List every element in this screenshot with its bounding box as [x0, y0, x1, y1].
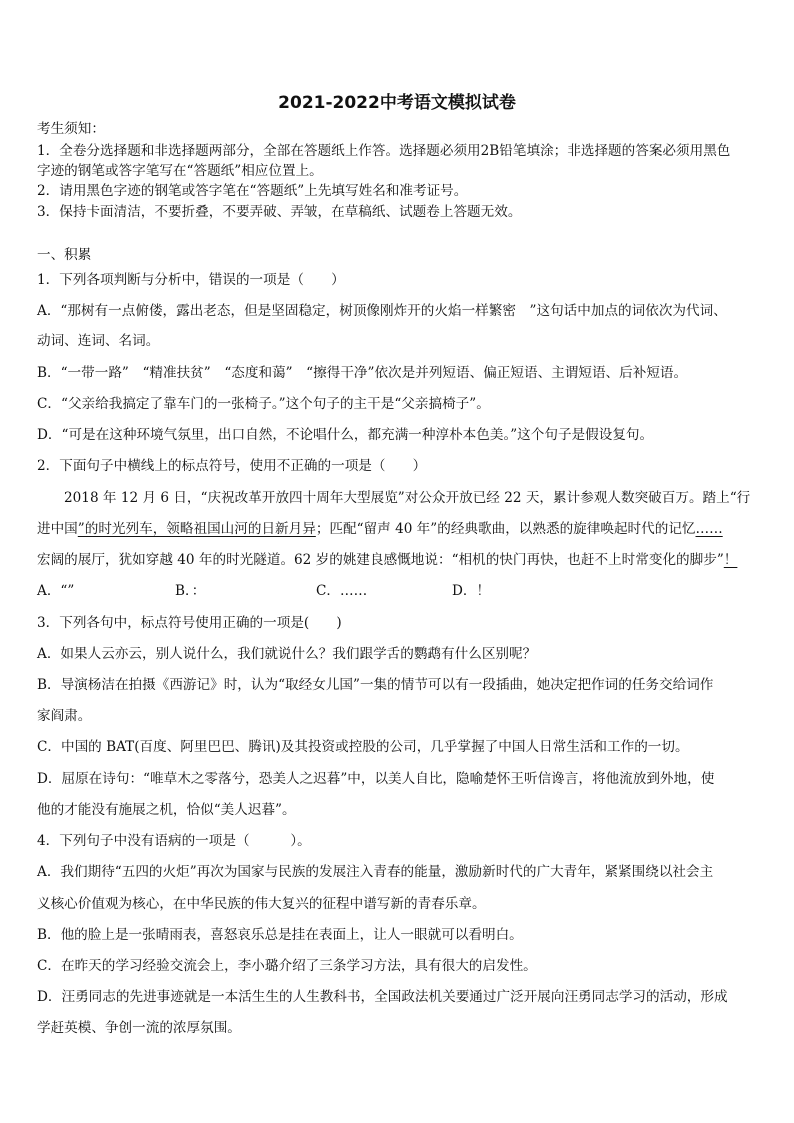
underlined-mark: ”的时光列车，领略祖国山河的日新月异 [77, 521, 316, 537]
question-4-option-b: B．他的脸上是一张晴雨表，喜怒哀乐总是挂在表面上，让人一眼就可以看明白。 [37, 927, 523, 943]
passage-text: ； [315, 521, 330, 537]
question-2-passage: 2018 年 12 月 6 日，“庆祝改革开放四十周年大型展览”对公众开放已经 22 天，累计参观人数突破百万。踏上“行 [64, 490, 751, 506]
notice-item: 2．请用黑色字迹的钢笔或答字笔在“答题纸”上先填写姓名和准考证号。 [37, 183, 468, 199]
question-4-option-c: C．在昨天的学习经验交流会上，李小璐介绍了三条学习方法，具有很大的启发性。 [37, 958, 537, 974]
question-3-option-b-cont: 家阎肃。 [37, 708, 92, 724]
question-1-option-c: C．“父亲给我搞定了靠车门的一张椅子。”这个句子的主干是“父亲搞椅子”。 [37, 396, 490, 412]
section-heading: 一、积累 [37, 247, 92, 263]
question-2-stem: 2．下面句子中横线上的标点符号，使用不正确的一项是（ ） [37, 458, 427, 474]
question-4-option-a-cont: 义核心价值观为核心，在中华民族的伟大复兴的征程中谱写新的青春乐章。 [37, 896, 486, 912]
page-title: 2021-2022中考语文模拟试卷 [278, 93, 516, 113]
option-b: B．： [175, 583, 206, 599]
question-4-option-d-cont: 学赶英模、争创一流的浓厚氛围。 [37, 1020, 241, 1036]
question-1-stem: 1．下列各项判断与分析中，错误的一项是（ ） [37, 272, 345, 288]
question-1-option-a: A．“那树有一点俯偻，露出老态，但是坚固稳定，树顶像刚炸开的火焰一样繁密 ”这句话中加点的词依次为代词、 [37, 303, 727, 319]
question-2-passage-line [37, 549, 757, 571]
passage-text: 匹配“留声 40 年”的经典歌曲，以熟悉的旋律唤起时代的记忆 [329, 521, 696, 537]
question-1-option-d: D．“可是在这种环境气氛里，出口自然，不论唱什么，都充满一种淳朴本色美。”这个句子是假设复句。 [37, 427, 654, 443]
question-3-stem: 3．下列各句中，标点符号使用正确的一项是( ) [37, 615, 342, 631]
option-c: C．…… [316, 583, 368, 599]
underlined-mark: …… [695, 521, 723, 537]
question-4-option-d: D．汪勇同志的先进事迹就是一本活生生的人生教科书，全国政法机关要通过广泛开展向汪勇同志学习的活动，形成 [37, 989, 728, 1005]
notice-item: 1．全卷分选择题和非选择题两部分，全部在答题纸上作答。选择题必须用2B铅笔填涂；非选择题的答案必须用黑色 [37, 143, 731, 159]
question-1-option-a-cont: 动词、连词、名词。 [37, 333, 160, 349]
notice-item: 3．保持卡面清洁，不要折叠，不要弄破、弄皱，在草稿纸、试题卷上答题无效。 [37, 204, 522, 220]
question-2-passage-line [37, 518, 757, 540]
option-d: D．！ [452, 583, 491, 599]
passage-text: 进中国 [37, 521, 78, 537]
question-3-option-d-cont: 他的才能没有施展之机，恰似“美人迟暮”。 [37, 802, 296, 818]
option-a: A．“” [37, 583, 75, 599]
question-1-option-b: B．“一带一路” “精准扶贫” “态度和蔼” “擦得干净”依次是并列短语、偏正短语、主谓短语、后补短语。 [37, 365, 688, 381]
question-3-option-d: D．屈原在诗句：“唯草木之零落兮，恐美人之迟暮”中，以美人自比，隐喻楚怀王听信谗言，将他流放到外地，使 [37, 771, 715, 787]
question-3-option-c: C．中国的 BAT(百度、阿里巴巴、腾讯)及其投资或控股的公司，几乎掌握了中国人日常生活和工作的一切。 [37, 739, 689, 755]
notice-heading: 考生须知： [37, 121, 105, 137]
question-4-stem: 4．下列句子中没有语病的一项是（ ）。 [37, 833, 311, 849]
question-3-option-b: B．导演杨洁在拍摄《西游记》时，认为“取经女儿国”一集的情节可以有一段插曲，她决定把作词的任务交给词作 [37, 677, 714, 693]
underlined-mark: ！ [723, 552, 738, 568]
question-3-option-a: A．如果人云亦云，别人说什么，我们就说什么？我们跟学舌的鹦鹉有什么区别呢？ [37, 646, 537, 662]
passage-text: 宏阔的展厅，犹如穿越 40 年的时光隧道。62 岁的姚建良感慨地说：“相机的快门再快，也赶不上时常变化的脚步” [37, 552, 724, 568]
notice-item: 字迹的钢笔或答字笔写在“答题纸”相应位置上。 [37, 163, 323, 179]
question-4-option-a: A．我们期待“五四的火炬”再次为国家与民族的发展注入青春的能量，激励新时代的广大青年，紧紧围绕以社会主 [37, 864, 714, 880]
